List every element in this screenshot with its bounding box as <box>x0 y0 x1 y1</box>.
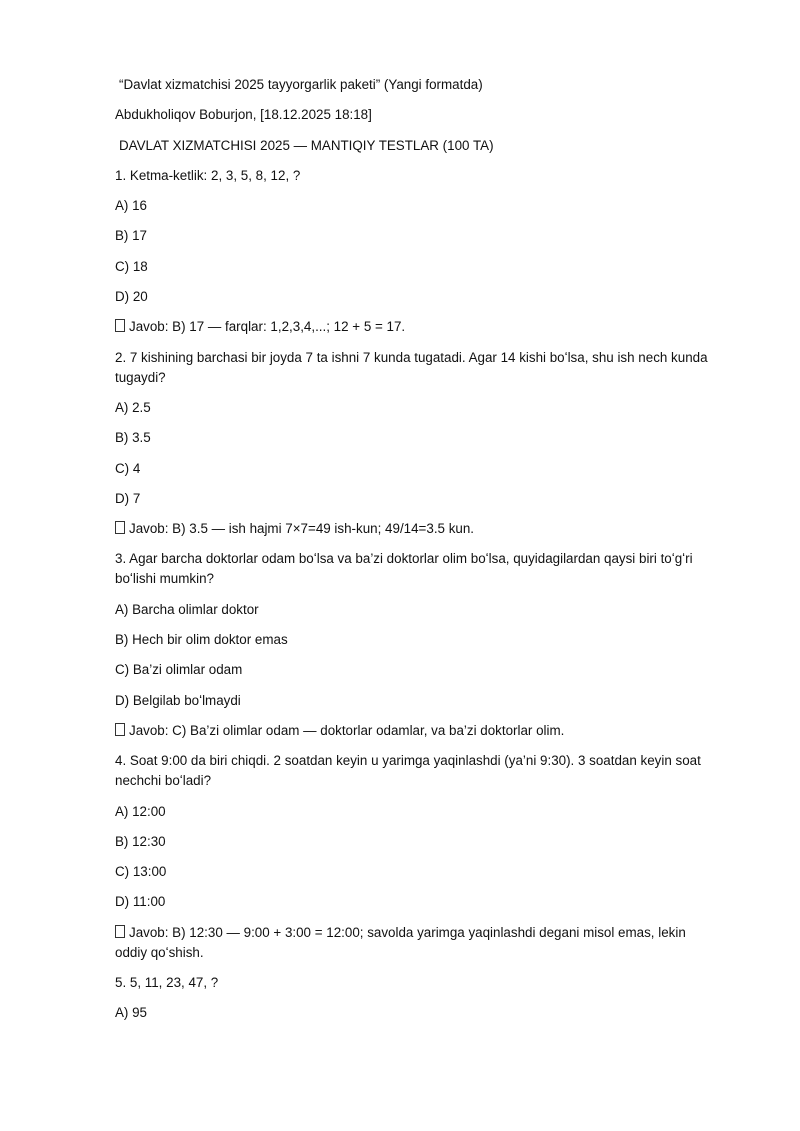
option-a: A) Barcha olimlar doktor <box>115 601 259 617</box>
missing-glyph-icon <box>115 723 125 736</box>
missing-glyph-icon <box>115 925 125 938</box>
answer-text: Javob: B) 3.5 — ish hajmi 7×7=49 ish-kun; 49/14=3.5 kun. <box>129 521 475 537</box>
option-c: C) Ba’zi olimlar odam <box>115 662 243 678</box>
answer-line <box>115 923 715 963</box>
answer-line <box>115 519 715 539</box>
answer-text: Javob: B) 12:30 — 9:00 + 3:00 = 12:00; savolda yarimga yaqinlashdi degani misol emas, lekin oddiy qoʻshish. <box>115 924 686 960</box>
question-4 <box>115 751 715 962</box>
question-2 <box>115 348 715 539</box>
document-title: “Davlat xizmatchisi 2025 tayyorgarlik paketi” (Yangi formatda) <box>119 77 483 92</box>
option-a: A) 16 <box>115 198 148 214</box>
option-d: D) Belgilab boʻlmaydi <box>115 692 241 708</box>
option-a: A) 2.5 <box>115 399 151 415</box>
option-d: D) 7 <box>115 490 141 506</box>
answer-line <box>115 721 715 741</box>
answer-line <box>115 317 715 337</box>
question-5 <box>115 973 715 1023</box>
missing-glyph-icon <box>115 521 125 534</box>
option-b: B) 17 <box>115 228 148 244</box>
question-text: 4. Soat 9:00 da biri chiqdi. 2 soatdan keyin u yarimga yaqinlashdi (ya’ni 9:30). 3 soatdan keyin soat nechchi boʻladi? <box>115 753 705 789</box>
author-line: Abdukholiqov Boburjon, [18.12.2025 18:18] <box>115 107 372 123</box>
option-c: C) 13:00 <box>115 864 167 880</box>
answer-text: Javob: B) 17 — farqlar: 1,2,3,4,...; 12 + 5 = 17. <box>129 319 406 335</box>
document-content <box>115 75 715 1034</box>
question-1 <box>115 166 715 337</box>
question-3 <box>115 549 715 740</box>
missing-glyph-icon <box>115 319 125 332</box>
option-c: C) 18 <box>115 258 148 274</box>
option-b: B) 3.5 <box>115 430 151 446</box>
option-b: B) Hech bir olim doktor emas <box>115 632 288 648</box>
section-title: DAVLAT XIZMATCHISI 2025 — MANTIQIY TESTLAR (100 TA) <box>119 137 494 153</box>
option-b: B) 12:30 <box>115 833 166 849</box>
question-text: 5. 5, 11, 23, 47, ? <box>115 975 219 991</box>
question-text: 3. Agar barcha doktorlar odam boʻlsa va ba’zi doktorlar olim boʻlsa, quyidagilardan qaysi biri toʻgʻri boʻlishi mumkin? <box>115 551 697 587</box>
option-c: C) 4 <box>115 460 141 476</box>
option-a: A) 12:00 <box>115 803 166 819</box>
answer-text: Javob: C) Ba’zi olimlar odam — doktorlar odamlar, va ba’zi doktorlar olim. <box>129 722 565 738</box>
question-text: 1. Ketma-ketlik: 2, 3, 5, 8, 12, ? <box>115 167 301 183</box>
option-a: A) 95 <box>115 1005 148 1021</box>
question-text: 2. 7 kishining barchasi bir joyda 7 ta ishni 7 kunda tugatadi. Agar 14 kishi boʻlsa, shu ish nech kunda tugaydi? <box>115 349 712 385</box>
option-d: D) 11:00 <box>115 894 166 910</box>
option-d: D) 20 <box>115 289 148 305</box>
